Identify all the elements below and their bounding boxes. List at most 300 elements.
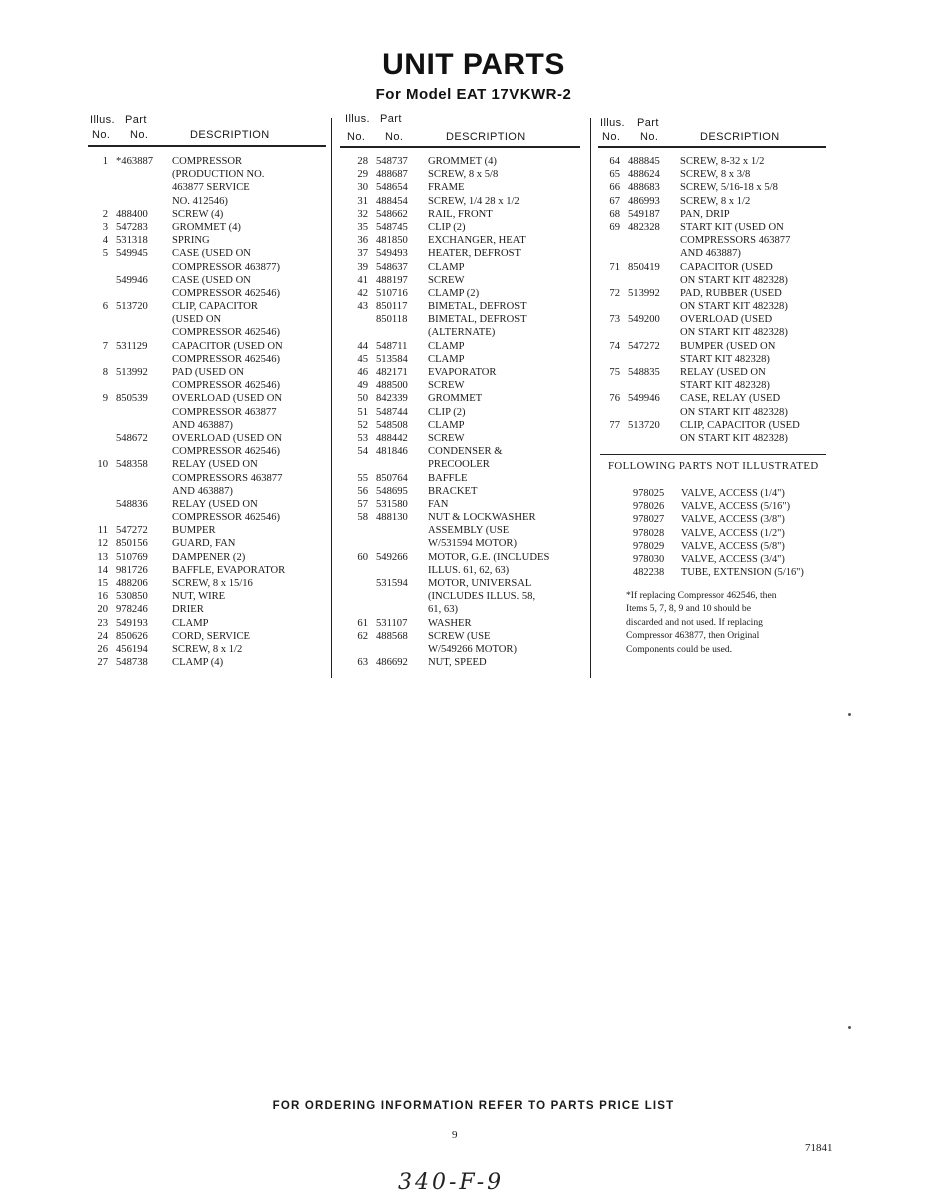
part-number: 486692 — [376, 657, 408, 669]
part-number: 513720 — [116, 301, 148, 313]
table-row — [340, 406, 585, 419]
table-row — [88, 577, 328, 590]
illus-number: 4 — [102, 235, 108, 247]
part-number: 978028 — [633, 527, 665, 539]
header-rule — [88, 145, 326, 147]
table-row — [340, 379, 585, 392]
part-number: 978030 — [633, 553, 665, 565]
illus-number: 61 — [357, 617, 368, 629]
table-row — [88, 353, 328, 366]
table-row — [340, 221, 585, 234]
part-description: NO. 412546) — [172, 195, 228, 207]
part-number: 510716 — [376, 287, 408, 299]
table-row — [88, 234, 328, 247]
table-row — [88, 524, 328, 537]
part-description: CLIP (2) — [428, 406, 466, 418]
illus-number: 65 — [609, 169, 620, 181]
part-description: COMPRESSOR 463877 — [172, 406, 277, 418]
part-number: 482328 — [628, 221, 660, 233]
table-row — [88, 551, 328, 564]
part-description: SCREW, 8 x 3/8 — [680, 169, 751, 181]
illus-number: 32 — [357, 208, 368, 220]
list-item — [625, 487, 835, 500]
part-description: RELAY (USED ON — [172, 498, 258, 510]
part-description: ON START KIT 482328) — [680, 406, 788, 418]
part-description: CLIP (2) — [428, 221, 466, 233]
part-number: 850117 — [376, 301, 408, 313]
part-description: GROMMET (4) — [172, 221, 241, 233]
table-row — [340, 195, 585, 208]
table-row — [88, 445, 328, 458]
part-number: 549187 — [628, 208, 660, 220]
table-row — [340, 656, 585, 669]
table-row — [340, 643, 585, 656]
part-description: TUBE, EXTENSION (5/16") — [681, 567, 804, 579]
illus-number: 41 — [357, 274, 368, 286]
illus-number: 68 — [609, 208, 620, 220]
table-row — [598, 366, 838, 379]
table-row — [88, 590, 328, 603]
illus-number: 46 — [357, 367, 368, 378]
illus-number: 35 — [357, 221, 368, 233]
part-number: 549493 — [376, 248, 408, 260]
list-item — [625, 566, 835, 579]
part-description: RELAY (USED ON — [172, 459, 258, 471]
footnote-line: *If replacing Compressor 462546, then — [626, 590, 777, 601]
illus-no-header: No. — [92, 129, 111, 141]
table-row — [88, 247, 328, 260]
table-row — [598, 234, 838, 247]
ordering-note: FOR ORDERING INFORMATION REFER TO PARTS PRICE LIST — [272, 1100, 675, 1112]
part-number: 978025 — [633, 488, 665, 499]
table-row — [598, 181, 838, 194]
description-header: DESCRIPTION — [700, 131, 780, 143]
table-row — [340, 603, 585, 616]
part-description: (ALTERNATE) — [428, 327, 496, 339]
description-header: DESCRIPTION — [190, 129, 270, 141]
part-description: PAN, DRIP — [680, 208, 730, 220]
part-description: SCREW, 5/16-18 x 5/8 — [680, 182, 778, 194]
illus-no-header: No. — [347, 131, 366, 143]
table-row — [340, 274, 585, 287]
illus-number: 14 — [97, 564, 108, 576]
illus-number: 36 — [357, 235, 368, 247]
part-number: 488442 — [376, 432, 408, 444]
part-description: ASSEMBLY (USE — [428, 525, 510, 537]
table-row — [598, 406, 838, 419]
part-description: MOTOR, UNIVERSAL — [428, 578, 532, 589]
part-description: SCREW, 8 x 1/2 — [680, 195, 751, 207]
part-description: VALVE, ACCESS (5/16") — [681, 501, 791, 513]
part-number: 548695 — [376, 485, 408, 497]
not-illustrated-list — [625, 487, 835, 579]
part-description: COMPRESSOR 463877) — [172, 261, 281, 273]
part-description: NUT & LOCKWASHER — [428, 512, 536, 524]
part-number: 513720 — [628, 419, 660, 431]
part-number: 978026 — [633, 501, 665, 513]
part-description: EXCHANGER, HEAT — [428, 235, 526, 247]
part-number: 549946 — [628, 393, 660, 405]
illus-header: Illus. — [345, 113, 371, 125]
part-description: AND 463887) — [172, 485, 233, 497]
table-row — [598, 168, 838, 181]
illus-header: Illus. — [90, 114, 116, 126]
table-row — [88, 656, 328, 669]
table-row — [340, 458, 585, 471]
list-item — [625, 540, 835, 553]
part-number: 850626 — [116, 630, 148, 642]
model-subtitle: For Model EAT 17VKWR-2 — [375, 86, 572, 103]
part-description: W/531594 MOTOR) — [428, 538, 517, 550]
part-description: START KIT 482328) — [680, 380, 770, 392]
part-description: (INCLUDES ILLUS. 58, — [428, 591, 536, 603]
table-row — [598, 300, 838, 313]
part-description: RELAY (USED ON — [680, 367, 766, 378]
part-description: W/549266 MOTOR) — [428, 643, 517, 655]
part-number: 530850 — [116, 591, 148, 603]
table-row — [340, 168, 585, 181]
table-row — [88, 485, 328, 498]
table-row — [88, 458, 328, 471]
part-description: FAN — [428, 498, 449, 510]
part-number: 488687 — [376, 169, 408, 181]
header-rule — [598, 146, 826, 148]
part-description: OVERLOAD (USED — [680, 314, 773, 326]
part-description: COMPRESSORS 463877 — [172, 472, 283, 484]
table-row — [340, 287, 585, 300]
part-description: CLAMP — [428, 340, 465, 352]
table-row — [340, 353, 585, 366]
part-number: 488683 — [628, 182, 660, 194]
part-number: 548835 — [628, 367, 660, 378]
table-row — [340, 551, 585, 564]
illus-number: 75 — [609, 367, 620, 378]
illus-number: 31 — [357, 195, 368, 207]
illus-number: 54 — [357, 446, 368, 458]
part-description: COMPRESSOR 462546) — [172, 446, 281, 458]
part-description: DRIER — [172, 604, 204, 616]
illus-number: 16 — [97, 591, 108, 603]
illus-number: 55 — [357, 472, 368, 484]
part-description: GUARD, FAN — [172, 538, 236, 550]
part-number: 850156 — [116, 538, 148, 550]
part-number: 549946 — [116, 274, 148, 286]
table-row — [340, 537, 585, 550]
part-number: 488568 — [376, 630, 408, 642]
illus-number: 10 — [97, 459, 108, 471]
part-description: 463877 SERVICE — [172, 182, 250, 194]
table-row — [340, 445, 585, 458]
table-row — [340, 181, 585, 194]
part-description: BAFFLE — [428, 472, 468, 484]
table-row — [340, 590, 585, 603]
illus-number: 23 — [97, 617, 108, 629]
table-row — [340, 524, 585, 537]
table-row — [88, 498, 328, 511]
illus-number: 74 — [609, 340, 620, 352]
table-row — [598, 419, 838, 432]
illus-number: 69 — [609, 221, 620, 233]
part-description: CLAMP — [428, 261, 465, 273]
table-row — [340, 340, 585, 353]
list-item — [625, 513, 835, 526]
table-row — [340, 313, 585, 326]
part-number: 549945 — [116, 248, 148, 260]
table-row — [340, 485, 585, 498]
part-no-header: No. — [385, 131, 404, 143]
table-row — [340, 564, 585, 577]
illus-number: 51 — [357, 406, 368, 418]
part-description: SCREW, 8 x 1/2 — [172, 643, 243, 655]
part-description: PRECOOLER — [428, 459, 490, 471]
part-number: 850419 — [628, 261, 660, 273]
part-description: (USED ON — [172, 314, 222, 326]
part-description: VALVE, ACCESS (3/8") — [681, 514, 785, 526]
table-row — [88, 617, 328, 630]
part-description: COMPRESSOR 462546) — [172, 327, 281, 339]
part-number: 548358 — [116, 459, 148, 471]
illus-number: 42 — [357, 287, 368, 299]
part-header: Part — [380, 113, 402, 125]
part-description: BRACKET — [428, 485, 478, 497]
table-row — [598, 379, 838, 392]
illus-number: 7 — [102, 340, 108, 352]
part-number: *463887 — [116, 156, 154, 167]
part-description: SCREW — [428, 380, 465, 392]
part-number: 547272 — [116, 525, 148, 537]
table-row — [340, 617, 585, 630]
table-row — [340, 208, 585, 221]
part-number: 549200 — [628, 314, 660, 326]
part-description: NUT, SPEED — [428, 657, 487, 669]
table-row — [598, 261, 838, 274]
illus-number: 67 — [609, 195, 620, 207]
illus-number: 50 — [357, 393, 368, 405]
part-number: 548654 — [376, 182, 408, 194]
table-row — [340, 630, 585, 643]
part-description: CLAMP — [172, 617, 209, 629]
table-row — [88, 274, 328, 287]
part-description: COMPRESSOR 462546) — [172, 512, 281, 524]
table-row — [88, 603, 328, 616]
part-number: 513992 — [116, 367, 148, 378]
table-row — [88, 643, 328, 656]
table-row — [598, 432, 838, 445]
part-number: 978246 — [116, 604, 148, 616]
part-number: 850764 — [376, 472, 408, 484]
part-number: 488845 — [628, 156, 660, 167]
part-number: 488624 — [628, 169, 660, 181]
part-number: 488197 — [376, 274, 408, 286]
illus-number: 64 — [609, 156, 620, 167]
part-description: CASE (USED ON — [172, 248, 251, 260]
part-number: 548672 — [116, 432, 148, 444]
table-row — [598, 247, 838, 260]
part-number: 547283 — [116, 221, 148, 233]
table-row — [88, 261, 328, 274]
illus-number: 73 — [609, 314, 620, 326]
table-row — [88, 472, 328, 485]
table-row — [88, 379, 328, 392]
list-item — [625, 527, 835, 540]
part-header: Part — [125, 114, 147, 126]
parts-list — [598, 155, 838, 445]
table-row — [340, 432, 585, 445]
column-divider — [590, 118, 591, 678]
illus-number: 63 — [357, 657, 368, 669]
part-number: 531580 — [376, 498, 408, 510]
illus-number: 20 — [97, 604, 108, 616]
illus-number: 56 — [357, 485, 368, 497]
table-row — [88, 340, 328, 353]
part-number: 488206 — [116, 578, 148, 589]
table-row — [340, 419, 585, 432]
table-row — [88, 511, 328, 524]
illus-number: 58 — [357, 512, 368, 524]
part-number: 482238 — [633, 567, 665, 579]
illus-number: 37 — [357, 248, 368, 260]
illus-number: 26 — [97, 643, 108, 655]
part-description: ON START KIT 482328) — [680, 301, 788, 313]
illus-number: 52 — [357, 419, 368, 431]
part-description: CASE, RELAY (USED — [680, 393, 781, 405]
table-row — [88, 168, 328, 181]
part-description: START KIT 482328) — [680, 353, 770, 365]
part-number: 482171 — [376, 367, 408, 378]
table-row — [88, 537, 328, 550]
illus-number: 24 — [97, 630, 108, 642]
part-description: MOTOR, G.E. (INCLUDES — [428, 551, 550, 563]
part-description: NUT, WIRE — [172, 591, 226, 603]
table-row — [598, 392, 838, 405]
illus-number: 9 — [102, 393, 108, 405]
table-row — [88, 313, 328, 326]
part-description: CLAMP (4) — [172, 657, 224, 669]
illus-number: 62 — [357, 630, 368, 642]
table-row — [598, 221, 838, 234]
part-description: COMPRESSOR 462546) — [172, 287, 281, 299]
part-number: 488400 — [116, 208, 148, 220]
parts-list — [340, 155, 585, 669]
table-row — [88, 564, 328, 577]
part-description: SCREW, 8-32 x 1/2 — [680, 156, 765, 167]
table-row — [340, 326, 585, 339]
table-row — [88, 208, 328, 221]
illus-number: 45 — [357, 353, 368, 365]
part-description: SCREW — [428, 432, 465, 444]
part-number: 981726 — [116, 564, 148, 576]
part-number: 548508 — [376, 419, 408, 431]
illus-number: 39 — [357, 261, 368, 273]
table-row — [88, 181, 328, 194]
part-number: 548737 — [376, 156, 408, 167]
table-row — [88, 406, 328, 419]
part-header: Part — [637, 117, 659, 129]
list-item — [625, 553, 835, 566]
illus-number: 43 — [357, 301, 368, 313]
part-description: EVAPORATOR — [428, 367, 497, 378]
footnote-line: Compressor 463877, then Original — [626, 630, 760, 642]
part-description: CONDENSER & — [428, 446, 503, 458]
part-description: VALVE, ACCESS (3/4") — [681, 553, 785, 565]
illus-header: Illus. — [600, 117, 626, 129]
part-number: 548738 — [116, 657, 148, 669]
illus-number: 1 — [102, 156, 108, 167]
part-description: GROMMET — [428, 393, 483, 405]
part-number: 850539 — [116, 393, 148, 405]
table-row — [598, 155, 838, 168]
illus-number: 28 — [357, 156, 368, 167]
part-number: 842339 — [376, 393, 408, 405]
part-description: COMPRESSOR 462546) — [172, 353, 281, 365]
part-description: VALVE, ACCESS (1/2") — [681, 527, 785, 539]
table-row — [340, 234, 585, 247]
page-number: 9 — [452, 1129, 458, 1141]
document-number: 71841 — [805, 1142, 833, 1154]
illus-number: 60 — [357, 551, 368, 563]
part-description: SCREW — [428, 274, 465, 286]
table-row — [88, 392, 328, 405]
part-description: OVERLOAD (USED ON — [172, 393, 283, 405]
part-number: 531107 — [376, 617, 408, 629]
part-description: WASHER — [428, 617, 472, 629]
illus-number: 6 — [102, 301, 108, 313]
table-row — [88, 630, 328, 643]
table-row — [340, 511, 585, 524]
part-description: CLIP, CAPACITOR (USED — [680, 419, 800, 431]
illus-number: 44 — [357, 340, 368, 352]
table-row — [598, 353, 838, 366]
table-row — [340, 155, 585, 168]
replacement-footnote — [626, 589, 826, 656]
part-description: CLAMP — [428, 353, 465, 365]
part-number: 488500 — [376, 380, 408, 392]
illus-number: 12 — [97, 538, 108, 550]
part-description: AND 463887) — [172, 419, 233, 431]
illus-number: 13 — [97, 551, 108, 563]
table-row — [598, 313, 838, 326]
table-row — [88, 300, 328, 313]
part-description: START KIT (USED ON — [680, 221, 784, 233]
part-number: 531594 — [376, 578, 408, 589]
parts-list — [88, 155, 328, 669]
illus-number: 30 — [357, 182, 368, 194]
part-number: 850118 — [376, 314, 408, 326]
part-description: CAPACITOR (USED ON — [172, 340, 283, 352]
part-number: 548711 — [376, 340, 408, 352]
part-description: SCREW (4) — [172, 208, 224, 220]
table-row — [340, 261, 585, 274]
illus-number: 49 — [357, 380, 368, 392]
part-number: 548744 — [376, 406, 408, 418]
part-description: 61, 63) — [428, 604, 459, 616]
table-row — [598, 340, 838, 353]
part-number: 978029 — [633, 540, 665, 552]
illus-number: 76 — [609, 393, 620, 405]
part-description: AND 463887) — [680, 248, 741, 260]
part-description: GROMMET (4) — [428, 156, 497, 167]
part-description: PAD (USED ON — [172, 367, 245, 378]
part-description: VALVE, ACCESS (5/8") — [681, 540, 785, 552]
table-row — [88, 326, 328, 339]
handwritten-reference: 340-F-9 — [398, 1170, 505, 1195]
part-description: OVERLOAD (USED ON — [172, 432, 283, 444]
table-row — [340, 366, 585, 379]
table-row — [340, 577, 585, 590]
part-description: PAD, RUBBER (USED — [680, 287, 782, 299]
part-description: BIMETAL, DEFROST — [428, 314, 527, 326]
part-description: SCREW, 8 x 5/8 — [428, 169, 499, 181]
